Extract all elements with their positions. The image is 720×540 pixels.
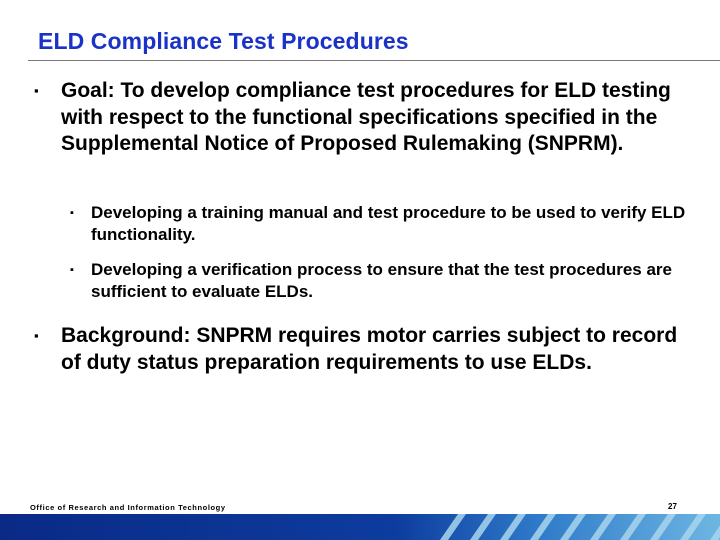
square-bullet-icon: ▪: [70, 207, 74, 219]
bullet-goal: [34, 78, 694, 158]
slide-title: ELD Compliance Test Procedures: [38, 28, 409, 54]
footer-band: [0, 514, 720, 540]
bullet-background: [34, 323, 694, 376]
square-bullet-icon: ▪: [34, 328, 39, 343]
sub-bullet-text: Developing a training manual and test procedure to be used to verify ELD functionality.: [91, 203, 686, 244]
footer-office: Office of Research and Information Technology: [30, 503, 226, 512]
sub-bullet-text: Developing a verification process to ensure that the test procedures are sufficient to evaluate ELDs.: [91, 260, 673, 301]
page-number: 27: [668, 502, 677, 511]
footer-band-graphic: [0, 514, 720, 540]
bullet-text: Background: SNPRM requires motor carries subject to record of duty status preparation requirements to use ELDs.: [61, 324, 678, 374]
square-bullet-icon: ▪: [70, 264, 74, 276]
square-bullet-icon: ▪: [34, 83, 39, 98]
sub-bullet-verification-process: [70, 259, 700, 303]
title-divider: [28, 60, 720, 61]
bullet-text: Goal: To develop compliance test procedures for ELD testing with respect to the functional specifications specified in the Supplemental Notice of Proposed Rulemaking (SNPRM).: [61, 79, 671, 155]
sub-bullet-training-manual: [70, 202, 700, 246]
